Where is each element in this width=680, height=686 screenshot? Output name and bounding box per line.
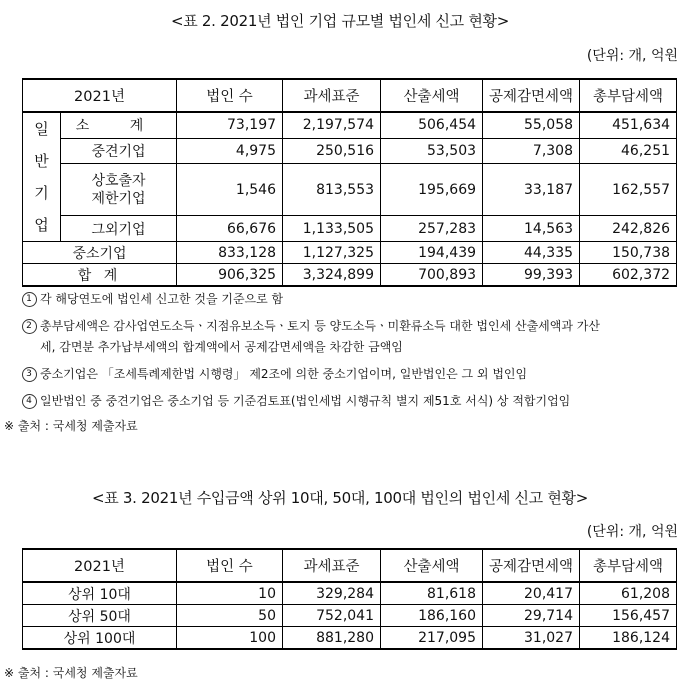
table3-header-row — [23, 549, 677, 582]
cell: 20,417 — [483, 582, 580, 605]
cell: 1,133,505 — [283, 216, 381, 242]
table2-header-calc: 산출세액 — [381, 79, 483, 112]
cell: 10 — [177, 582, 283, 605]
cell: 506,454 — [381, 112, 483, 138]
table2-header-burden: 총부담세액 — [580, 79, 677, 112]
row-label: 합 계 — [23, 264, 177, 287]
cell: 73,197 — [177, 112, 283, 138]
cell: 2,197,574 — [283, 112, 381, 138]
cell: 833,128 — [177, 242, 283, 264]
cell: 150,738 — [580, 242, 677, 264]
footnote-text: 일반법인 중 중견기업은 중소기업 등 기준검토표(법인세법 시행규칙 별지 제51호 서식) 상 적합기업임 — [40, 394, 571, 408]
table3-unit: (단위: 개, 억원 — [586, 524, 678, 540]
footnote-text: 중소기업은 「조세특례제한법 시행령」 제2조에 의한 중소기업이며, 일반법인은 그 외 법인임 — [40, 367, 528, 381]
cell: 46,251 — [580, 138, 677, 164]
cell: 881,280 — [283, 627, 381, 650]
cell: 31,027 — [483, 627, 580, 650]
general-corp-group-label: 일 반 기 업 — [23, 112, 61, 242]
table3-caption: <표 3. 2021년 수입금액 상위 10대, 50대, 100대 법인의 법인세 신고 현황> — [91, 489, 588, 507]
cell: 44,335 — [483, 242, 580, 264]
table3-header-count: 법인 수 — [177, 549, 283, 582]
footnote — [18, 365, 678, 382]
circled-number: 3 — [22, 367, 37, 382]
table3-header-burden: 총부담세액 — [580, 549, 677, 582]
table-row — [23, 164, 677, 216]
cell: 186,160 — [381, 605, 483, 627]
cell: 29,714 — [483, 605, 580, 627]
table3-header-base: 과세표준 — [283, 549, 381, 582]
table3 — [22, 548, 677, 650]
row-label: 상위 50대 — [23, 605, 177, 627]
cell: 194,439 — [381, 242, 483, 264]
source-note: ※ 출처 : 국세청 제출자료 — [4, 666, 138, 680]
table2-header-year: 2021년 — [23, 79, 177, 112]
table2 — [22, 78, 677, 287]
table3-header-year: 2021년 — [23, 549, 177, 582]
row-label: 상호출자 제한기업 — [61, 164, 177, 216]
cell: 602,372 — [580, 264, 677, 287]
cell: 7,308 — [483, 138, 580, 164]
cell: 14,563 — [483, 216, 580, 242]
table2-caption: <표 2. 2021년 법인 기업 규모별 법인세 신고 현황> — [170, 12, 509, 30]
cell: 61,208 — [580, 582, 677, 605]
cell: 3,324,899 — [283, 264, 381, 287]
table2-header-base: 과세표준 — [283, 79, 381, 112]
footnote — [18, 290, 678, 307]
cell: 100 — [177, 627, 283, 650]
source-note: ※ 출처 : 국세청 제출자료 — [4, 419, 138, 433]
row-label: 상위 100대 — [23, 627, 177, 650]
table2-header-count: 법인 수 — [177, 79, 283, 112]
table-row — [23, 242, 677, 264]
footnote — [18, 317, 678, 334]
cell: 752,041 — [283, 605, 381, 627]
footnote-continuation: 세, 감면분 추가납부세액의 합계액에서 공제감면세액을 차감한 금액임 — [40, 340, 403, 354]
cell: 162,557 — [580, 164, 677, 216]
cell: 1,546 — [177, 164, 283, 216]
row-label: 상위 10대 — [23, 582, 177, 605]
footnote-text: 각 해당연도에 법인세 신고한 것을 기준으로 함 — [40, 292, 284, 306]
cell: 33,187 — [483, 164, 580, 216]
table-row — [23, 112, 677, 138]
footnotes — [18, 290, 678, 419]
cell: 813,553 — [283, 164, 381, 216]
cell: 66,676 — [177, 216, 283, 242]
circled-number: 1 — [22, 292, 37, 307]
table-row — [23, 605, 677, 627]
footnote — [18, 392, 678, 409]
cell: 257,283 — [381, 216, 483, 242]
table-row — [23, 627, 677, 650]
row-label: 그외기업 — [61, 216, 177, 242]
table2-header-row — [23, 79, 677, 112]
row-label: 중견기업 — [61, 138, 177, 164]
table-row — [23, 216, 677, 242]
cell: 186,124 — [580, 627, 677, 650]
cell: 50 — [177, 605, 283, 627]
cell: 4,975 — [177, 138, 283, 164]
cell: 55,058 — [483, 112, 580, 138]
table2-header-deduct: 공제감면세액 — [483, 79, 580, 112]
cell: 156,457 — [580, 605, 677, 627]
cell: 451,634 — [580, 112, 677, 138]
circled-number: 4 — [22, 394, 37, 409]
footnote-text: 총부담세액은 감사업연도소득ㆍ지점유보소득ㆍ토지 등 양도소득ㆍ미환류소득 대한 법인세 산출세액과 가산 — [40, 319, 600, 333]
cell: 1,127,325 — [283, 242, 381, 264]
table-row — [23, 138, 677, 164]
cell: 53,503 — [381, 138, 483, 164]
cell: 81,618 — [381, 582, 483, 605]
cell: 906,325 — [177, 264, 283, 287]
table-row — [23, 582, 677, 605]
cell: 99,393 — [483, 264, 580, 287]
cell: 700,893 — [381, 264, 483, 287]
cell: 217,095 — [381, 627, 483, 650]
table-row — [23, 264, 677, 287]
table3-header-deduct: 공제감면세액 — [483, 549, 580, 582]
row-label: 중소기업 — [23, 242, 177, 264]
cell: 329,284 — [283, 582, 381, 605]
circled-number: 2 — [22, 319, 37, 334]
table3-header-calc: 산출세액 — [381, 549, 483, 582]
cell: 195,669 — [381, 164, 483, 216]
cell: 250,516 — [283, 138, 381, 164]
row-label: 소 계 — [61, 112, 177, 138]
table2-unit: (단위: 개, 억원 — [586, 48, 678, 64]
cell: 242,826 — [580, 216, 677, 242]
